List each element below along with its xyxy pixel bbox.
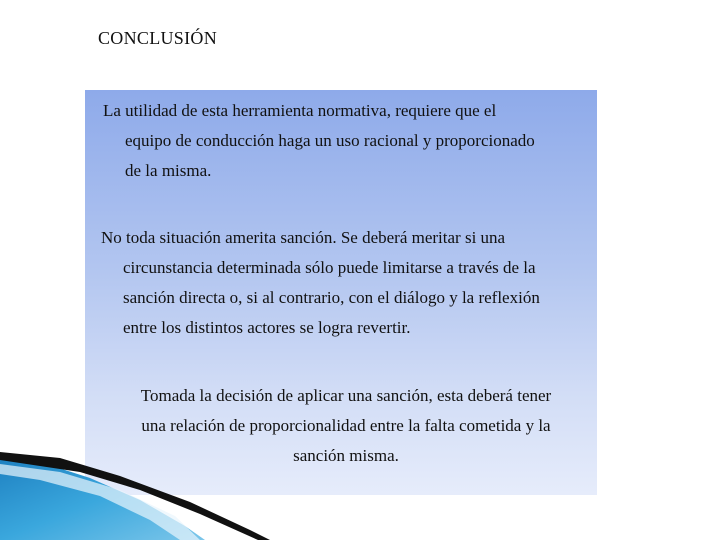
corner-decoration [0,430,720,540]
paragraph-line: sanción directa o, si al contrario, con el diálogo y la reflexión [123,288,540,307]
paragraph-line: de la misma. [125,161,212,180]
paragraph-2 [101,223,540,343]
paragraph-line: Tomada la decisión de aplicar una sanción, esta deberá tener [140,386,552,405]
paragraph-line: No toda situación amerita sanción. Se deberá meritar si una [101,228,506,247]
paragraph-line: circunstancia determinada sólo puede limitarse a través de la [123,258,536,277]
slide-title: CONCLUSIÓN [98,28,218,48]
paragraph-line: La utilidad de esta herramienta normativa, requiere que el [103,101,497,120]
paragraph-line: equipo de conducción haga un uso racional y proporcionado [125,131,535,150]
paragraph-line: sanción misma. [293,446,399,465]
paragraph-1 [103,96,535,186]
paragraph-line: entre los distintos actores se logra revertir. [123,318,411,337]
paragraph-line: una relación de proporcionalidad entre la falta cometida y la [141,416,551,435]
